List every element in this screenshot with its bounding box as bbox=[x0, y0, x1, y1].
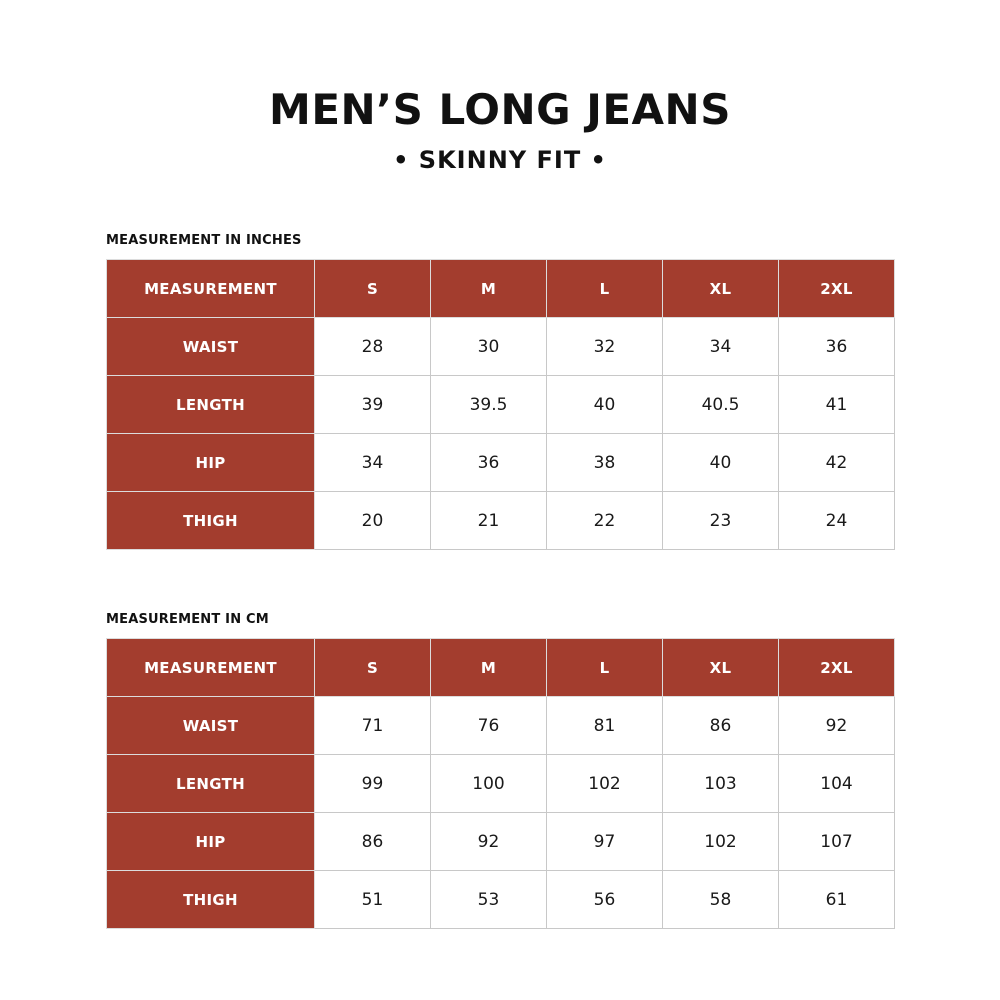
page-title: MEN’S LONG JEANS bbox=[269, 85, 731, 134]
table-cell: 76 bbox=[431, 697, 547, 755]
table-cell: 32 bbox=[547, 318, 663, 376]
table-cell: 103 bbox=[663, 755, 779, 813]
table-header-row bbox=[107, 639, 895, 697]
table-cell: 58 bbox=[663, 871, 779, 929]
table-row bbox=[107, 492, 895, 550]
table-cell: 92 bbox=[779, 697, 895, 755]
column-header: S bbox=[315, 639, 431, 697]
table-cell: 97 bbox=[547, 813, 663, 871]
row-header: LENGTH bbox=[107, 376, 315, 434]
table-cell: 99 bbox=[315, 755, 431, 813]
table-cell: 28 bbox=[315, 318, 431, 376]
table-cell: 21 bbox=[431, 492, 547, 550]
table-cell: 40.5 bbox=[663, 376, 779, 434]
table-row bbox=[107, 434, 895, 492]
column-header: 2XL bbox=[779, 639, 895, 697]
section-label-cm: MEASUREMENT IN CM bbox=[106, 612, 269, 627]
column-header: 2XL bbox=[779, 260, 895, 318]
row-header: HIP bbox=[107, 434, 315, 492]
table-cell: 61 bbox=[779, 871, 895, 929]
table-cell: 53 bbox=[431, 871, 547, 929]
size-table-inches bbox=[106, 259, 895, 550]
table-cell: 100 bbox=[431, 755, 547, 813]
table-cell: 92 bbox=[431, 813, 547, 871]
table-cell: 104 bbox=[779, 755, 895, 813]
table-cell: 102 bbox=[547, 755, 663, 813]
column-header: MEASUREMENT bbox=[107, 639, 315, 697]
section-label-inches: MEASUREMENT IN INCHES bbox=[106, 233, 302, 248]
table-header-row bbox=[107, 260, 895, 318]
table-cell: 23 bbox=[663, 492, 779, 550]
table-cell: 24 bbox=[779, 492, 895, 550]
table-cell: 40 bbox=[547, 376, 663, 434]
table-cell: 40 bbox=[663, 434, 779, 492]
table-row bbox=[107, 318, 895, 376]
column-header: M bbox=[431, 260, 547, 318]
column-header: MEASUREMENT bbox=[107, 260, 315, 318]
column-header: L bbox=[547, 639, 663, 697]
row-header: WAIST bbox=[107, 318, 315, 376]
size-table-cm bbox=[106, 638, 895, 929]
table-cell: 30 bbox=[431, 318, 547, 376]
table-cell: 34 bbox=[315, 434, 431, 492]
table-cell: 34 bbox=[663, 318, 779, 376]
table-cell: 20 bbox=[315, 492, 431, 550]
column-header: S bbox=[315, 260, 431, 318]
table-cell: 36 bbox=[431, 434, 547, 492]
column-header: XL bbox=[663, 260, 779, 318]
table-cell: 39.5 bbox=[431, 376, 547, 434]
table-cell: 102 bbox=[663, 813, 779, 871]
column-header: L bbox=[547, 260, 663, 318]
table-cell: 86 bbox=[315, 813, 431, 871]
row-header: THIGH bbox=[107, 871, 315, 929]
table-cell: 42 bbox=[779, 434, 895, 492]
page-subtitle: • SKINNY FIT • bbox=[393, 146, 607, 174]
table-cell: 41 bbox=[779, 376, 895, 434]
table-row bbox=[107, 755, 895, 813]
table-cell: 86 bbox=[663, 697, 779, 755]
row-header: LENGTH bbox=[107, 755, 315, 813]
table-cell: 39 bbox=[315, 376, 431, 434]
table-cell: 38 bbox=[547, 434, 663, 492]
table-row bbox=[107, 813, 895, 871]
table-cell: 56 bbox=[547, 871, 663, 929]
table-cell: 51 bbox=[315, 871, 431, 929]
table-row bbox=[107, 871, 895, 929]
row-header: THIGH bbox=[107, 492, 315, 550]
row-header: HIP bbox=[107, 813, 315, 871]
table-cell: 81 bbox=[547, 697, 663, 755]
column-header: XL bbox=[663, 639, 779, 697]
column-header: M bbox=[431, 639, 547, 697]
table-row bbox=[107, 376, 895, 434]
table-cell: 22 bbox=[547, 492, 663, 550]
table-row bbox=[107, 697, 895, 755]
row-header: WAIST bbox=[107, 697, 315, 755]
table-cell: 107 bbox=[779, 813, 895, 871]
table-cell: 36 bbox=[779, 318, 895, 376]
table-cell: 71 bbox=[315, 697, 431, 755]
